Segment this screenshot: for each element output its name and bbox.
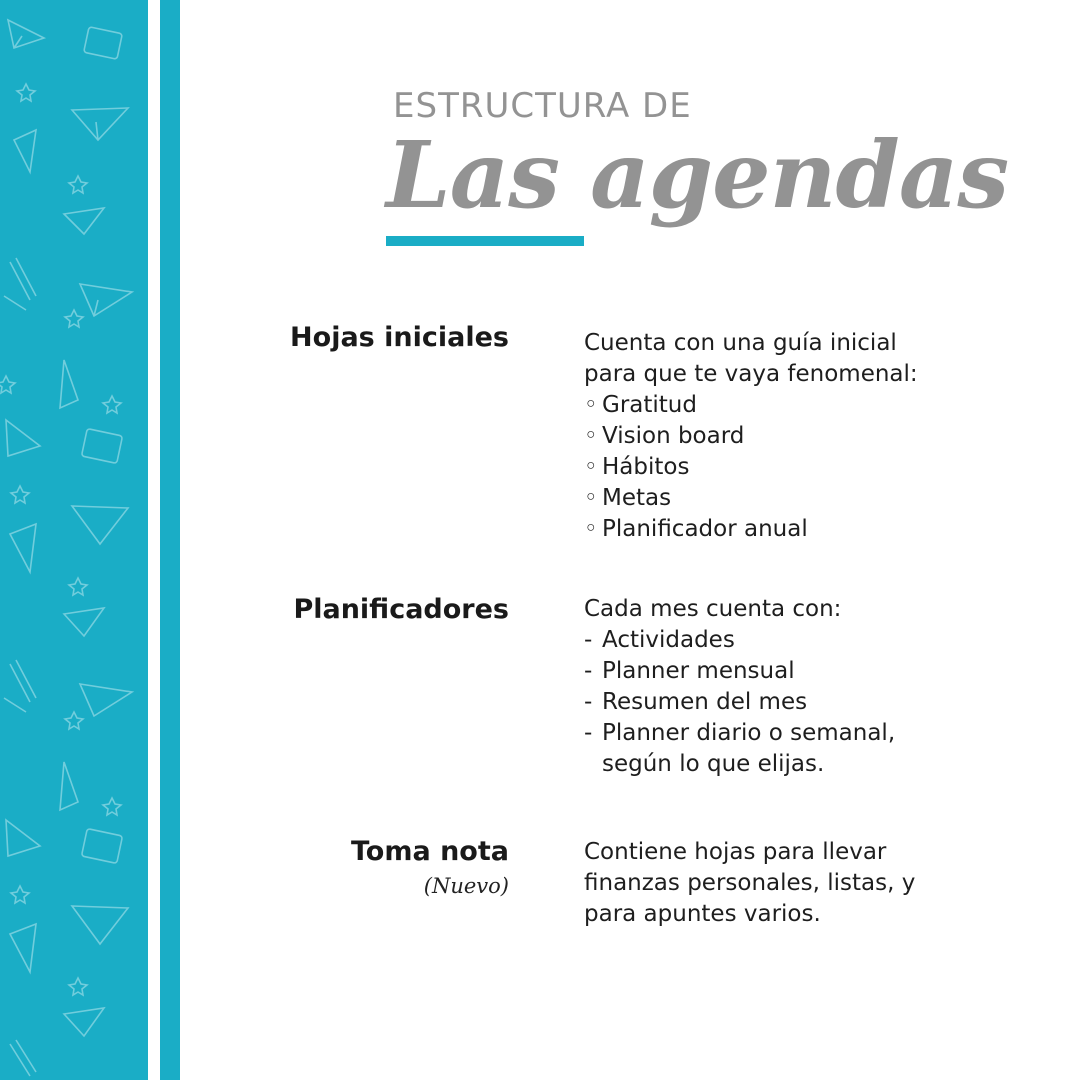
paper-plane-icon — [64, 1008, 104, 1036]
paper-plane-icon — [64, 208, 104, 234]
paper-plane-icon — [64, 608, 104, 636]
star-icon — [103, 396, 121, 413]
side-gap — [148, 0, 160, 1080]
list-item-label: Resumen del mes — [602, 689, 808, 715]
star-icon — [11, 886, 29, 903]
star-icon — [0, 376, 15, 393]
list-item-label: Planificador anual — [602, 516, 808, 542]
list-item-label: Metas — [602, 485, 672, 511]
paper-plane-icon — [10, 524, 36, 572]
list-item — [584, 390, 984, 421]
list-item — [584, 514, 984, 545]
dash-marker: - — [584, 720, 593, 746]
list-item-label: Actividades — [602, 627, 735, 653]
paper-plane-icon — [80, 684, 132, 716]
dash-marker: - — [584, 658, 593, 684]
list-item — [584, 452, 984, 483]
pencil-icon — [4, 258, 36, 310]
paper-plane-icon — [72, 506, 128, 544]
bullet-marker: ◦ — [584, 485, 598, 511]
star-icon — [65, 310, 83, 327]
section-label-hojas-iniciales: Hojas iniciales — [290, 322, 509, 353]
paper-plane-icon — [60, 360, 78, 408]
header-kicker: ESTRUCTURA DE — [393, 86, 692, 126]
intro-line: para que te vaya fenomenal: — [584, 361, 918, 387]
intro-line: Cada mes cuenta con: — [584, 596, 842, 622]
star-icon — [69, 978, 87, 995]
dash-marker: - — [584, 689, 593, 715]
side-stripe — [160, 0, 180, 1080]
intro-line: Contiene hojas para llevar — [584, 839, 887, 865]
list-item — [584, 656, 984, 687]
section-body-toma-nota — [584, 837, 984, 930]
notebook-icon — [81, 429, 122, 464]
star-icon — [69, 176, 87, 193]
paper-plane-icon — [80, 284, 132, 316]
doodle-pattern — [0, 0, 148, 1080]
bullet-marker: ◦ — [584, 454, 598, 480]
star-icon — [65, 712, 83, 729]
bullet-marker: ◦ — [584, 392, 598, 418]
pencil-icon — [10, 1040, 36, 1076]
paper-plane-icon — [72, 108, 128, 140]
list-item — [584, 483, 984, 514]
intro-line: finanzas personales, listas, y — [584, 870, 916, 896]
bullet-marker: ◦ — [584, 423, 598, 449]
paper-plane-icon — [72, 906, 128, 944]
notebook-icon — [84, 27, 123, 60]
list-item-label: Hábitos — [602, 454, 690, 480]
star-icon — [103, 798, 121, 815]
section-body-planificadores — [584, 594, 984, 780]
list-item-continuation: según lo que elijas. — [602, 751, 825, 777]
section-label-toma-nota: Toma nota — [350, 836, 509, 867]
section-note-nuevo: (Nuevo) — [423, 874, 509, 898]
notebook-icon — [81, 829, 122, 864]
paper-plane-icon — [14, 130, 36, 172]
list-item — [584, 718, 984, 749]
decorative-side-panel — [0, 0, 148, 1080]
list-item-label: Planner mensual — [602, 658, 795, 684]
pencil-icon — [4, 660, 36, 712]
section-label-planificadores: Planificadores — [293, 594, 509, 625]
paper-plane-icon — [60, 762, 78, 810]
header-title: Las agendas — [386, 121, 1009, 229]
list-item-label: Vision board — [602, 423, 745, 449]
list-item — [584, 687, 984, 718]
section-body-hojas-iniciales — [584, 328, 984, 545]
title-underline — [386, 236, 584, 246]
list-item — [584, 625, 984, 656]
paper-plane-icon — [10, 924, 36, 972]
star-icon — [11, 486, 29, 503]
bullet-marker: ◦ — [584, 516, 598, 542]
list-item-label: Planner diario o semanal, — [602, 720, 896, 746]
star-icon — [17, 84, 35, 101]
star-icon — [69, 578, 87, 595]
intro-line: Cuenta con una guía inicial — [584, 330, 897, 356]
list-item-label: Gratitud — [602, 392, 697, 418]
intro-line: para apuntes varios. — [584, 901, 821, 927]
paper-plane-icon — [6, 820, 40, 856]
paper-plane-icon — [8, 20, 44, 48]
dash-marker: - — [584, 627, 593, 653]
list-item — [584, 421, 984, 452]
paper-plane-icon — [6, 420, 40, 456]
